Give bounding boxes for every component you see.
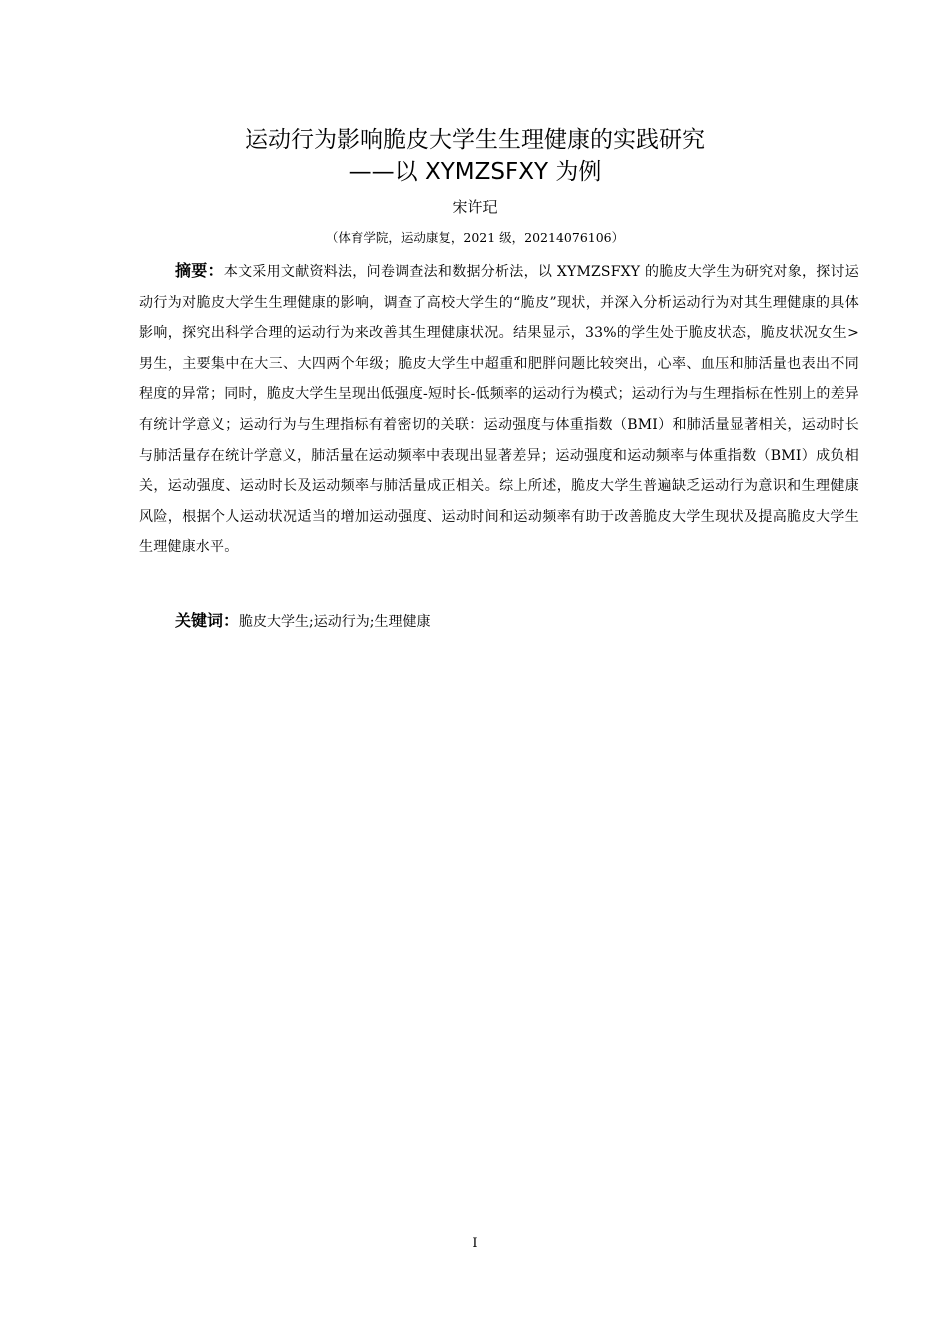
page-number: I bbox=[472, 1236, 478, 1251]
author-name: 宋许玘 bbox=[452, 198, 498, 216]
abstract-label: 摘要： bbox=[175, 261, 224, 280]
title-block bbox=[0, 124, 950, 188]
abstract-text: 本文采用文献资料法，问卷调查法和数据分析法，以 XYMZSFXY 的脆皮大学生为研究对象，探讨运动行为对脆皮大学生生理健康的影响，调查了高校大学生的“脆皮”现状，并深入分析运动行为对其生理健康的具体影响，探究出科学合理的运动行为来改善其生理健康状况。结果显示，33%的学生处于脆皮状态，脆皮状况女生>男生，主要集中在大三、大四两个年级；脆皮大学生中超重和肥胖问题比较突出，心率、血压和肺活量也表出不同程度的异常；同时，脆皮大学生呈现出低强度-短时长-低频率的运动行为模式；运动行为与生理指标在性别上的差异有统计学意义；运动行为与生理指标有着密切的关联：运动强度与体重指数（BMI）和肺活量显著相关，运动时长与肺活量存在统计学意义，肺活量在运动频率中表现出显著差异；运动强度和运动频率与体重指数（BMI）成负相关，运动强度、运动时长及运动频率与肺活量成正相关。综上所述，脆皮大学生普遍缺乏运动行为意识和生理健康风险，根据个人运动状况适当的增加运动强度、运动时间和运动频率有助于改善脆皮大学生现状及提高脆皮大学生生理健康水平。 bbox=[139, 264, 859, 556]
page-title: 运动行为影响脆皮大学生生理健康的实践研究 bbox=[245, 127, 705, 153]
keywords-line bbox=[175, 606, 430, 637]
page-subtitle: ——以 XYMZSFXY 为例 bbox=[348, 159, 602, 185]
abstract-paragraph bbox=[139, 256, 859, 563]
keywords-text: 脆皮大学生;运动行为;生理健康 bbox=[239, 614, 431, 630]
author-affiliation: （体育学院，运动康复，2021 级，20214076106） bbox=[325, 230, 625, 245]
keywords-label: 关键词： bbox=[175, 611, 240, 630]
